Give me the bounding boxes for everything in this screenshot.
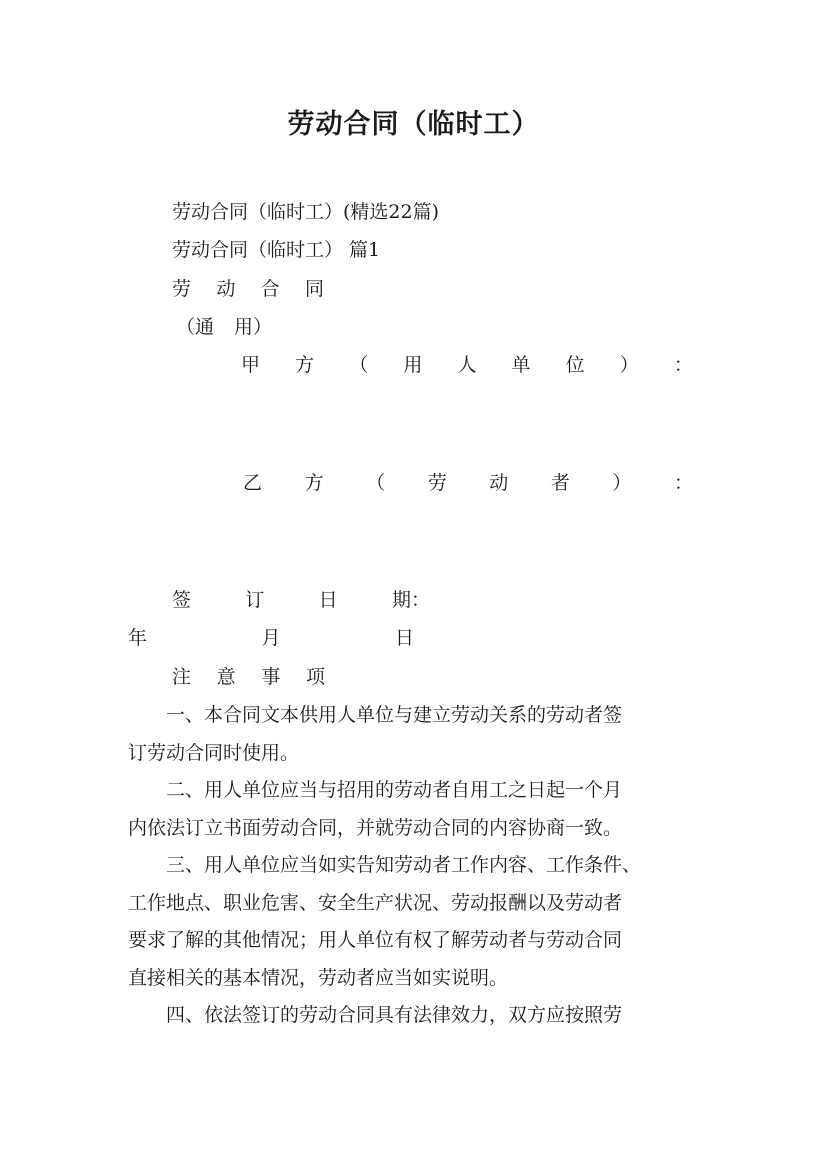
note-line: 要求了解的其他情况；用人单位有权了解劳动者与劳动合同 <box>128 929 623 951</box>
contract-char: 同 <box>304 278 324 300</box>
notes-body <box>128 697 718 1035</box>
party-b-char: ） <box>612 472 632 494</box>
sign-date-char: 期： <box>391 589 430 611</box>
party-a-char: 单 <box>511 354 531 376</box>
party-b-char: 劳 <box>427 472 447 494</box>
party-b-char: （ <box>366 472 386 494</box>
page-title: 劳动合同（临时工） <box>287 109 540 140</box>
general-part: 用） <box>233 316 272 338</box>
party-a-char: （ <box>349 354 369 376</box>
notes-heading <box>172 665 325 689</box>
article-heading: 劳动合同（临时工） 篇1 <box>172 239 381 261</box>
party-a-char: 甲 <box>241 354 261 376</box>
contract-char: 动 <box>216 278 236 300</box>
note-line: 一、本合同文本供用人单位与建立劳动关系的劳动者签 <box>128 704 623 726</box>
notes-heading-char: 意 <box>216 666 236 688</box>
date-row <box>128 626 414 650</box>
party-b-char: ： <box>673 472 693 494</box>
note-line: 三、用人单位应当如实告知劳动者工作内容、工作条件、 <box>128 854 642 876</box>
general-part: （通 <box>176 316 215 338</box>
date-month: 月 <box>261 627 281 649</box>
date-year: 年 <box>128 627 148 649</box>
party-a-char: 人 <box>457 354 477 376</box>
notes-heading-char: 注 <box>172 666 192 688</box>
party-a-char: ） <box>619 354 639 376</box>
party-b-line <box>243 471 693 495</box>
contract-char: 劳 <box>172 278 192 300</box>
party-a-line <box>241 353 693 377</box>
note-line: 二、用人单位应当与招用的劳动者自用工之日起一个月 <box>128 779 623 801</box>
party-b-char: 者 <box>550 472 570 494</box>
note-line: 订劳动合同时使用。 <box>128 741 300 764</box>
subtitle: 劳动合同（临时工）(精选22篇) <box>172 201 440 223</box>
party-b-char: 方 <box>304 472 324 494</box>
sign-date-char: 订 <box>245 589 265 611</box>
contract-char: 合 <box>260 278 280 300</box>
party-b-char: 动 <box>489 472 509 494</box>
sign-date-line <box>172 588 430 612</box>
party-b-char: 乙 <box>243 472 263 494</box>
date-day: 日 <box>394 627 414 649</box>
sign-date-char: 签 <box>172 589 192 611</box>
note-line: 直接相关的基本情况，劳动者应当如实说明。 <box>128 966 509 989</box>
party-a-char: 方 <box>295 354 315 376</box>
note-line: 四、依法签订的劳动合同具有法律效力，双方应按照劳 <box>128 1004 623 1026</box>
note-line: 工作地点、职业危害、安全生产状况、劳动报酬以及劳动者 <box>128 891 623 914</box>
contract-heading <box>172 277 324 301</box>
notes-heading-char: 事 <box>261 666 281 688</box>
party-a-char: ： <box>673 354 693 376</box>
sign-date-char: 日 <box>318 589 338 611</box>
note-line: 内依法订立书面劳动合同，并就劳动合同的内容协商一致。 <box>128 816 623 839</box>
party-a-char: 位 <box>565 354 585 376</box>
general-label <box>176 315 272 339</box>
notes-heading-char: 项 <box>305 666 325 688</box>
party-a-char: 用 <box>403 354 423 376</box>
